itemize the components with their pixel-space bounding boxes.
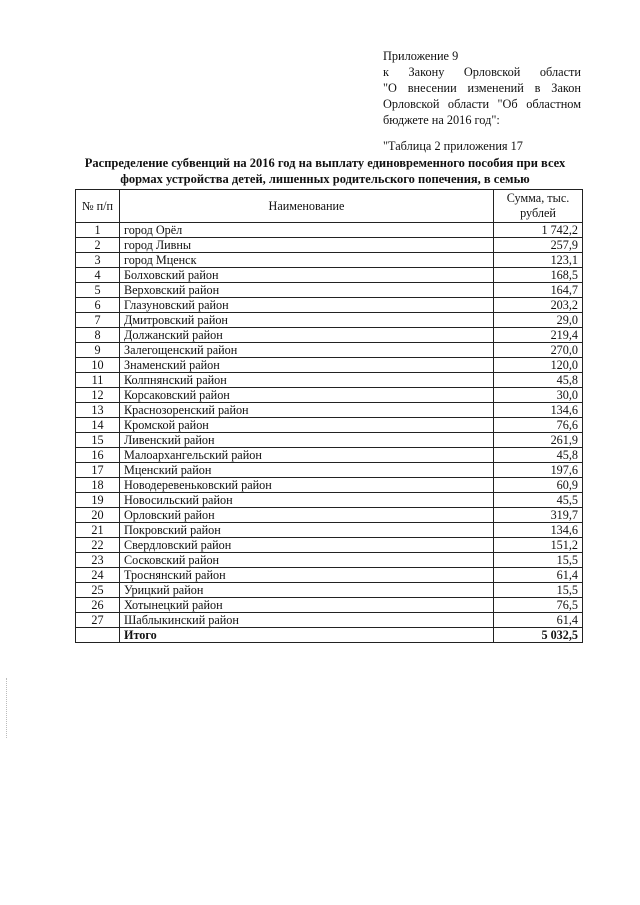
row-sum: 134,6 — [494, 403, 583, 418]
table-row — [76, 493, 583, 508]
row-num: 25 — [76, 583, 120, 598]
header-num: № п/п — [76, 190, 120, 223]
appendix-law-title-3: бюджете на 2016 год": — [383, 113, 500, 127]
row-num: 13 — [76, 403, 120, 418]
row-num: 16 — [76, 448, 120, 463]
appendix-law-title-1: "О внесении изменений в Закон — [383, 81, 581, 95]
total-sum: 5 032,5 — [494, 628, 583, 643]
row-name: Орловский район — [120, 508, 494, 523]
row-name: Покровский район — [120, 523, 494, 538]
total-label: Итого — [120, 628, 494, 643]
row-sum: 15,5 — [494, 583, 583, 598]
table-row — [76, 463, 583, 478]
table-row — [76, 448, 583, 463]
row-sum: 29,0 — [494, 313, 583, 328]
table-row — [76, 568, 583, 583]
table-row — [76, 583, 583, 598]
row-name: Мценский район — [120, 463, 494, 478]
row-sum: 45,8 — [494, 448, 583, 463]
row-sum: 15,5 — [494, 553, 583, 568]
row-sum: 1 742,2 — [494, 223, 583, 238]
row-num: 22 — [76, 538, 120, 553]
row-num: 4 — [76, 268, 120, 283]
row-sum: 168,5 — [494, 268, 583, 283]
row-sum: 219,4 — [494, 328, 583, 343]
row-name: Шаблыкинский район — [120, 613, 494, 628]
row-num: 14 — [76, 418, 120, 433]
row-num: 23 — [76, 553, 120, 568]
table-body — [76, 223, 583, 643]
row-name: Корсаковский район — [120, 388, 494, 403]
row-name: Сосковский район — [120, 553, 494, 568]
row-num: 3 — [76, 253, 120, 268]
row-num: 7 — [76, 313, 120, 328]
row-num: 17 — [76, 463, 120, 478]
row-num: 20 — [76, 508, 120, 523]
appendix-number: Приложение 9 — [383, 49, 459, 63]
table-row — [76, 373, 583, 388]
row-num: 9 — [76, 343, 120, 358]
table-row — [76, 508, 583, 523]
subsidy-table — [75, 189, 583, 643]
row-num: 18 — [76, 478, 120, 493]
title-line-1: Распределение субвенций на 2016 год на выплату единовременного пособия при всех — [84, 156, 566, 170]
table-total-row — [76, 628, 583, 643]
table-row — [76, 403, 583, 418]
row-num: 21 — [76, 523, 120, 538]
row-sum: 60,9 — [494, 478, 583, 493]
table-header-row — [76, 190, 583, 223]
table-row — [76, 598, 583, 613]
row-sum: 76,6 — [494, 418, 583, 433]
table-row — [76, 388, 583, 403]
appendix-table-ref: "Таблица 2 приложения 17 — [383, 139, 523, 153]
table-row — [76, 613, 583, 628]
table-row — [76, 433, 583, 448]
table-row — [76, 328, 583, 343]
row-sum: 76,5 — [494, 598, 583, 613]
row-sum: 261,9 — [494, 433, 583, 448]
row-sum: 61,4 — [494, 613, 583, 628]
row-sum: 45,8 — [494, 373, 583, 388]
appendix-law-ref: к Закону Орловской области — [383, 65, 581, 79]
row-sum: 151,2 — [494, 538, 583, 553]
appendix-law-title-2: Орловской области "Об областном — [383, 97, 581, 111]
row-name: Новосильский район — [120, 493, 494, 508]
row-sum: 134,6 — [494, 523, 583, 538]
row-name: Болховский район — [120, 268, 494, 283]
row-num: 11 — [76, 373, 120, 388]
row-name: Ливенский район — [120, 433, 494, 448]
table-row — [76, 358, 583, 373]
row-name: город Орёл — [120, 223, 494, 238]
total-num — [76, 628, 120, 643]
row-sum: 45,5 — [494, 493, 583, 508]
row-name: Хотынецкий район — [120, 598, 494, 613]
row-sum: 319,7 — [494, 508, 583, 523]
row-name: Глазуновский район — [120, 298, 494, 313]
row-name: Кромской район — [120, 418, 494, 433]
row-name: Верховский район — [120, 283, 494, 298]
row-sum: 30,0 — [494, 388, 583, 403]
row-num: 10 — [76, 358, 120, 373]
row-sum: 61,4 — [494, 568, 583, 583]
row-num: 24 — [76, 568, 120, 583]
table-row — [76, 343, 583, 358]
table-row — [76, 253, 583, 268]
table-row — [76, 283, 583, 298]
row-sum: 270,0 — [494, 343, 583, 358]
table-row — [76, 298, 583, 313]
row-name: Знаменский район — [120, 358, 494, 373]
appendix-header — [383, 48, 581, 154]
row-num: 6 — [76, 298, 120, 313]
row-num: 5 — [76, 283, 120, 298]
row-name: Свердловский район — [120, 538, 494, 553]
row-num: 8 — [76, 328, 120, 343]
table-row — [76, 418, 583, 433]
row-sum: 164,7 — [494, 283, 583, 298]
row-name: Краснозоренский район — [120, 403, 494, 418]
table-row — [76, 523, 583, 538]
table-row — [76, 538, 583, 553]
row-name: Колпнянский район — [120, 373, 494, 388]
table-row — [76, 553, 583, 568]
table-row — [76, 223, 583, 238]
row-sum: 123,1 — [494, 253, 583, 268]
row-num: 1 — [76, 223, 120, 238]
row-sum: 203,2 — [494, 298, 583, 313]
table-row — [76, 238, 583, 253]
row-name: Должанский район — [120, 328, 494, 343]
row-num: 15 — [76, 433, 120, 448]
header-sum: Сумма, тыс. рублей — [494, 190, 583, 223]
row-sum: 257,9 — [494, 238, 583, 253]
row-name: Троснянский район — [120, 568, 494, 583]
table-row — [76, 313, 583, 328]
row-name: Урицкий район — [120, 583, 494, 598]
row-name: город Ливны — [120, 238, 494, 253]
row-num: 26 — [76, 598, 120, 613]
row-num: 19 — [76, 493, 120, 508]
row-name: Залегощенский район — [120, 343, 494, 358]
document-title — [60, 155, 590, 187]
row-sum: 197,6 — [494, 463, 583, 478]
row-num: 2 — [76, 238, 120, 253]
row-name: Новодеревеньковский район — [120, 478, 494, 493]
row-num: 27 — [76, 613, 120, 628]
table-row — [76, 478, 583, 493]
header-name: Наименование — [120, 190, 494, 223]
row-sum: 120,0 — [494, 358, 583, 373]
row-num: 12 — [76, 388, 120, 403]
table-row — [76, 268, 583, 283]
row-name: Малоархангельский район — [120, 448, 494, 463]
row-name: Дмитровский район — [120, 313, 494, 328]
title-line-2: формах устройства детей, лишенных родительского попечения, в семью — [120, 172, 530, 186]
scan-margin-marks — [6, 678, 9, 738]
row-name: город Мценск — [120, 253, 494, 268]
